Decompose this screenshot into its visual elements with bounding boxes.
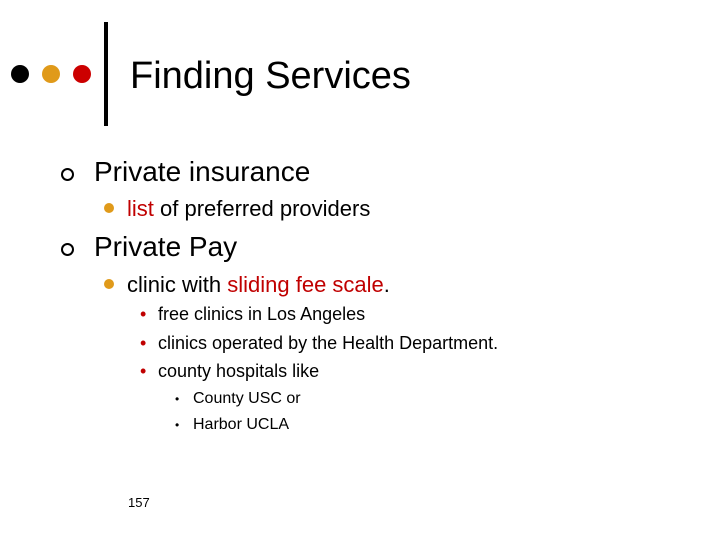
orange-dot-icon (42, 65, 60, 83)
title-divider (104, 22, 108, 126)
clinic-text: clinic with (127, 272, 228, 297)
black-dot-icon (11, 65, 29, 83)
bullet-harbor-ucla: Harbor UCLA (193, 416, 290, 433)
orange-bullet-icon (104, 279, 114, 289)
bullet-list-of-providers (127, 195, 370, 223)
bullet-sliding-fee-clinic (127, 271, 390, 299)
red-bullet-icon: • (140, 304, 147, 324)
bullet-health-department: clinics operated by the Health Department. (158, 333, 499, 353)
ring-bullet-icon (61, 168, 74, 181)
sliding-fee-scale-text: sliding fee scale (227, 272, 384, 297)
ring-bullet-icon (61, 243, 74, 256)
small-bullet-icon: • (175, 392, 180, 406)
red-dot-icon (73, 65, 91, 83)
bullet-county-hospitals: county hospitals like (158, 361, 320, 381)
red-bullet-icon: • (140, 361, 147, 381)
bullet-private-pay: Private Pay (94, 231, 238, 262)
small-bullet-icon: • (175, 418, 180, 432)
list-link-text: list (127, 196, 154, 221)
bullet-county-usc: County USC or (193, 390, 301, 407)
orange-bullet-icon (104, 203, 114, 213)
bullet-free-clinics: free clinics in Los Angeles (158, 304, 366, 324)
bullet-private-insurance: Private insurance (94, 156, 311, 187)
list-rest-text: of preferred providers (153, 196, 371, 221)
red-bullet-icon: • (140, 333, 147, 353)
slide-title: Finding Services (130, 55, 411, 97)
page-number: 157 (128, 495, 150, 510)
period-text: . (383, 272, 390, 297)
